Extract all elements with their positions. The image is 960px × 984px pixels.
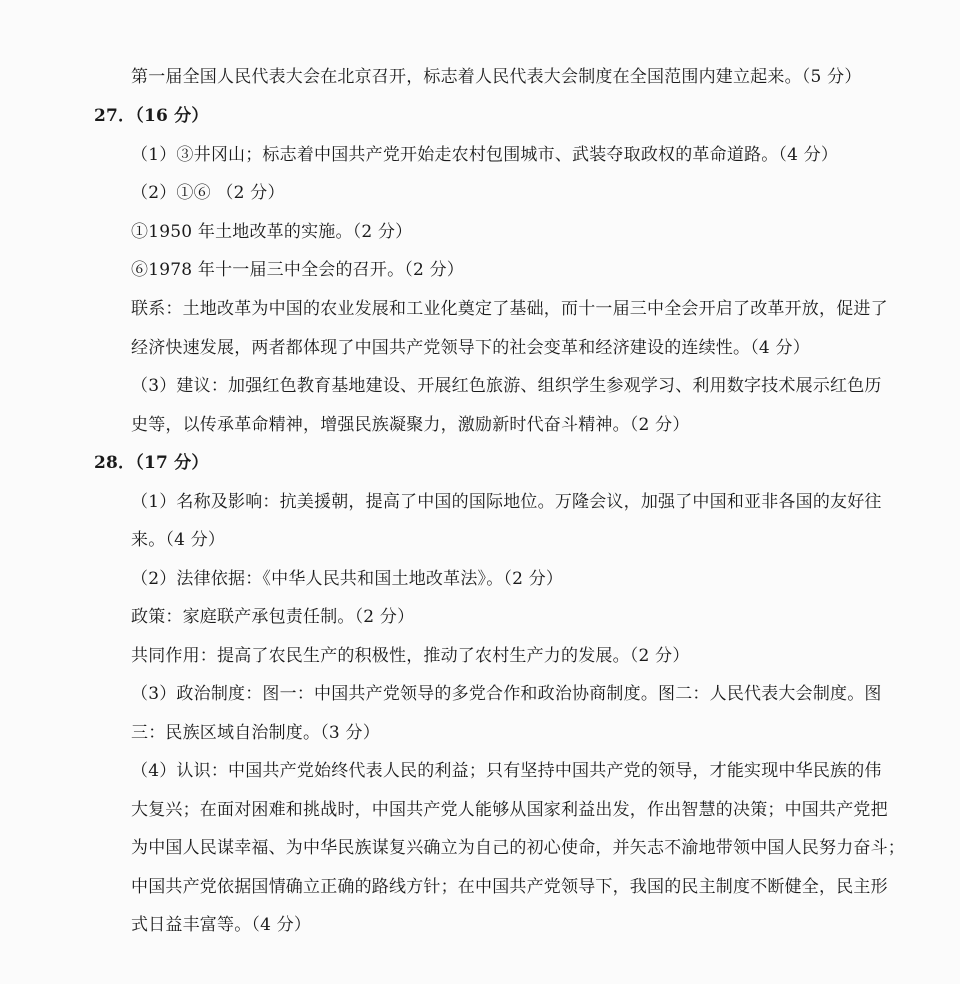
text-line: （2）①⑥ （2 分） [131, 183, 285, 203]
text-line: 政策：家庭联产承包责任制。（2 分） [131, 607, 415, 627]
text-line: 中国共产党依据国情确立正确的路线方针；在中国共产党领导下，我国的民主制度不断健全，民主形 [131, 877, 888, 897]
text-line: 史等，以传承革命精神，增强民族凝聚力，激励新时代奋斗精神。（2 分） [131, 415, 690, 435]
text-line: ①1950 年土地改革的实施。（2 分） [131, 222, 413, 242]
text-line: 共同作用：提高了农民生产的积极性，推动了农村生产力的发展。（2 分） [131, 646, 690, 666]
text-line: ⑥1978 年十一届三中全会的召开。（2 分） [131, 260, 464, 280]
text-line: 三：民族区域自治制度。（3 分） [131, 723, 380, 743]
text-line: （2）法律依据：《中华人民共和国土地改革法》。（2 分） [131, 569, 564, 589]
text-line: （3）政治制度：图一：中国共产党领导的多党合作和政治协商制度。图二：人民代表大会制度。图 [131, 684, 882, 704]
text-line: 联系：土地改革为中国的农业发展和工业化奠定了基础，而十一届三中全会开启了改革开放，促进了 [131, 299, 888, 319]
text-line: （4）认识：中国共产党始终代表人民的利益；只有坚持中国共产党的领导，才能实现中华民族的伟 [131, 761, 882, 781]
question-28-heading: 28．（17 分） [94, 453, 209, 473]
text-line: （1）名称及影响：抗美援朝，提高了中国的国际地位。万隆会议，加强了中国和亚非各国的友好往 [131, 492, 882, 512]
text-line: 为中国人民谋幸福、为中华民族谋复兴确立为自己的初心使命，并矢志不渝地带领中国人民努力奋斗； [131, 838, 905, 858]
text-line: 大复兴；在面对困难和挑战时，中国共产党人能够从国家利益出发，作出智慧的决策；中国共产党把 [131, 800, 888, 820]
text-line: （3）建议：加强红色教育基地建设、开展红色旅游、组织学生参观学习、利用数字技术展示红色历 [131, 376, 882, 396]
text-line: 式日益丰富等。（4 分） [131, 915, 312, 935]
text-line: 来。（4 分） [131, 530, 226, 550]
text-line: （1）③井冈山；标志着中国共产党开始走农村包围城市、武装夺取政权的革命道路。（4 分） [131, 145, 839, 165]
text-line: 第一届全国人民代表大会在北京召开，标志着人民代表大会制度在全国范围内建立起来。（5 分） [131, 67, 862, 87]
question-27-heading: 27．（16 分） [94, 106, 209, 126]
text-line: 经济快速发展，两者都体现了中国共产党领导下的社会变革和经济建设的连续性。（4 分） [131, 338, 810, 358]
